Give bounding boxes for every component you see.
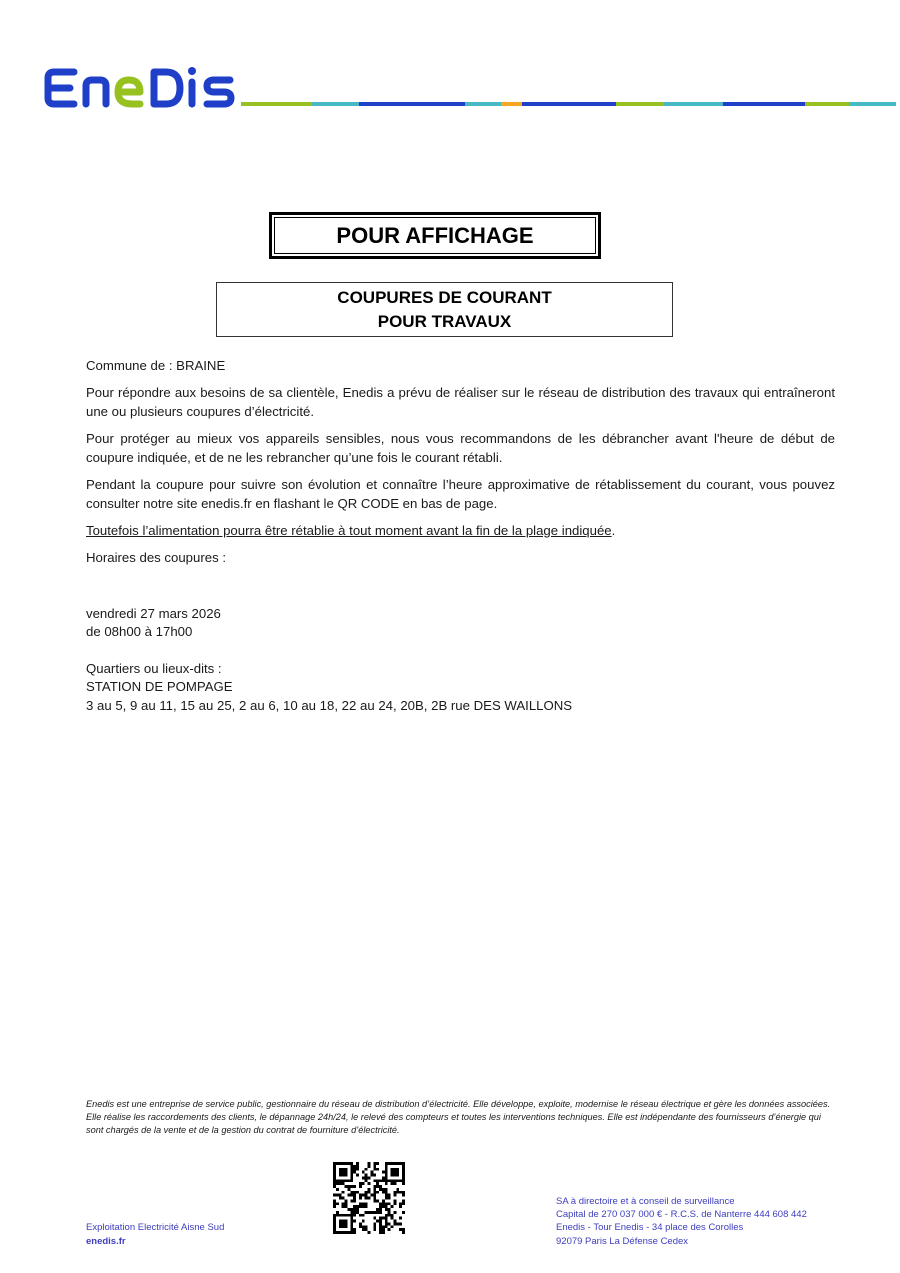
coupure-time-range: de 08h00 à 17h00: [86, 624, 193, 639]
location-station: STATION DE POMPAGE: [86, 679, 233, 694]
footer-legal-line2: Capital de 270 037 000 € - R.C.S. de Nanterre 444 608 442: [556, 1209, 807, 1221]
warning-text: Toutefois l’alimentation pourra être rétablie à tout moment avant la fin de la plage indiquée: [86, 523, 612, 538]
enedis-disclaimer: Enedis est une entreprise de service public, gestionnaire du réseau de distribution d’électricité. Elle développe, exploite, modernise le réseau électrique et gère les données associées. Elle réalise les raccordements des clients, le dépannage 24h/24, le relevé des compteurs et toutes les interventions techniques. Elle est indépendante des fournisseurs d’énergie qui sont chargés de la vente et de la gestion du contrat de fourniture d’électricité.: [86, 1099, 831, 1135]
coupures-title-line2: POUR TRAVAUX: [377, 311, 512, 331]
footer-exploitation: Exploitation Electricité Aisne Sud: [86, 1222, 225, 1233]
qr-code[interactable]: [333, 1162, 405, 1234]
warning-line: [86, 522, 835, 541]
header-color-line: [241, 102, 896, 106]
footer-legal-line4: 92079 Paris La Défense Cedex: [556, 1235, 689, 1247]
quartiers-label: Quartiers ou lieux-dits :: [86, 661, 222, 676]
paragraph-besoins: Pour répondre aux besoins de sa clientèle, Enedis a prévu de réaliser sur le réseau de distribution des travaux qui entraîneront une ou plusieurs coupures d’électricité.: [86, 385, 835, 419]
coupures-title-box: [216, 282, 673, 337]
commune-line: Commune de : BRAINE: [86, 358, 226, 373]
paragraph-pendant: Pendant la coupure pour suivre son évolution et connaître l’heure approximative de rétablissement du courant, vous pouvez consulter notre site enedis.fr en flashant le QR CODE en bas de page.: [86, 477, 835, 511]
coupures-title-line1: COUPURES DE COURANT: [337, 287, 552, 307]
footer-legal-line3: Enedis - Tour Enedis - 34 place des Corolles: [556, 1222, 744, 1234]
footer-legal-block: [556, 1195, 807, 1248]
paragraph-proteger: Pour protéger au mieux vos appareils sensibles, nous vous recommandons de les débrancher avant l'heure de début de coupure indiquée, et de ne les rebrancher qu’une fois le courant rétabli.: [86, 431, 835, 465]
footer-left-block: [86, 1221, 224, 1248]
coupure-date: vendredi 27 mars 2026: [86, 606, 221, 621]
warning-period: .: [611, 523, 616, 538]
enedis-logo: [44, 66, 236, 110]
footer-website-link[interactable]: enedis.fr: [86, 1235, 126, 1247]
pour-affichage-box: [269, 212, 601, 259]
pour-affichage-label: POUR AFFICHAGE: [274, 217, 596, 254]
location-street: 3 au 5, 9 au 11, 15 au 25, 2 au 6, 10 au 18, 22 au 24, 20B, 2B rue DES WAILLONS: [86, 698, 573, 713]
horaires-label: Horaires des coupures :: [86, 550, 227, 565]
footer-legal-line1: SA à directoire et à conseil de surveillance: [556, 1196, 735, 1207]
